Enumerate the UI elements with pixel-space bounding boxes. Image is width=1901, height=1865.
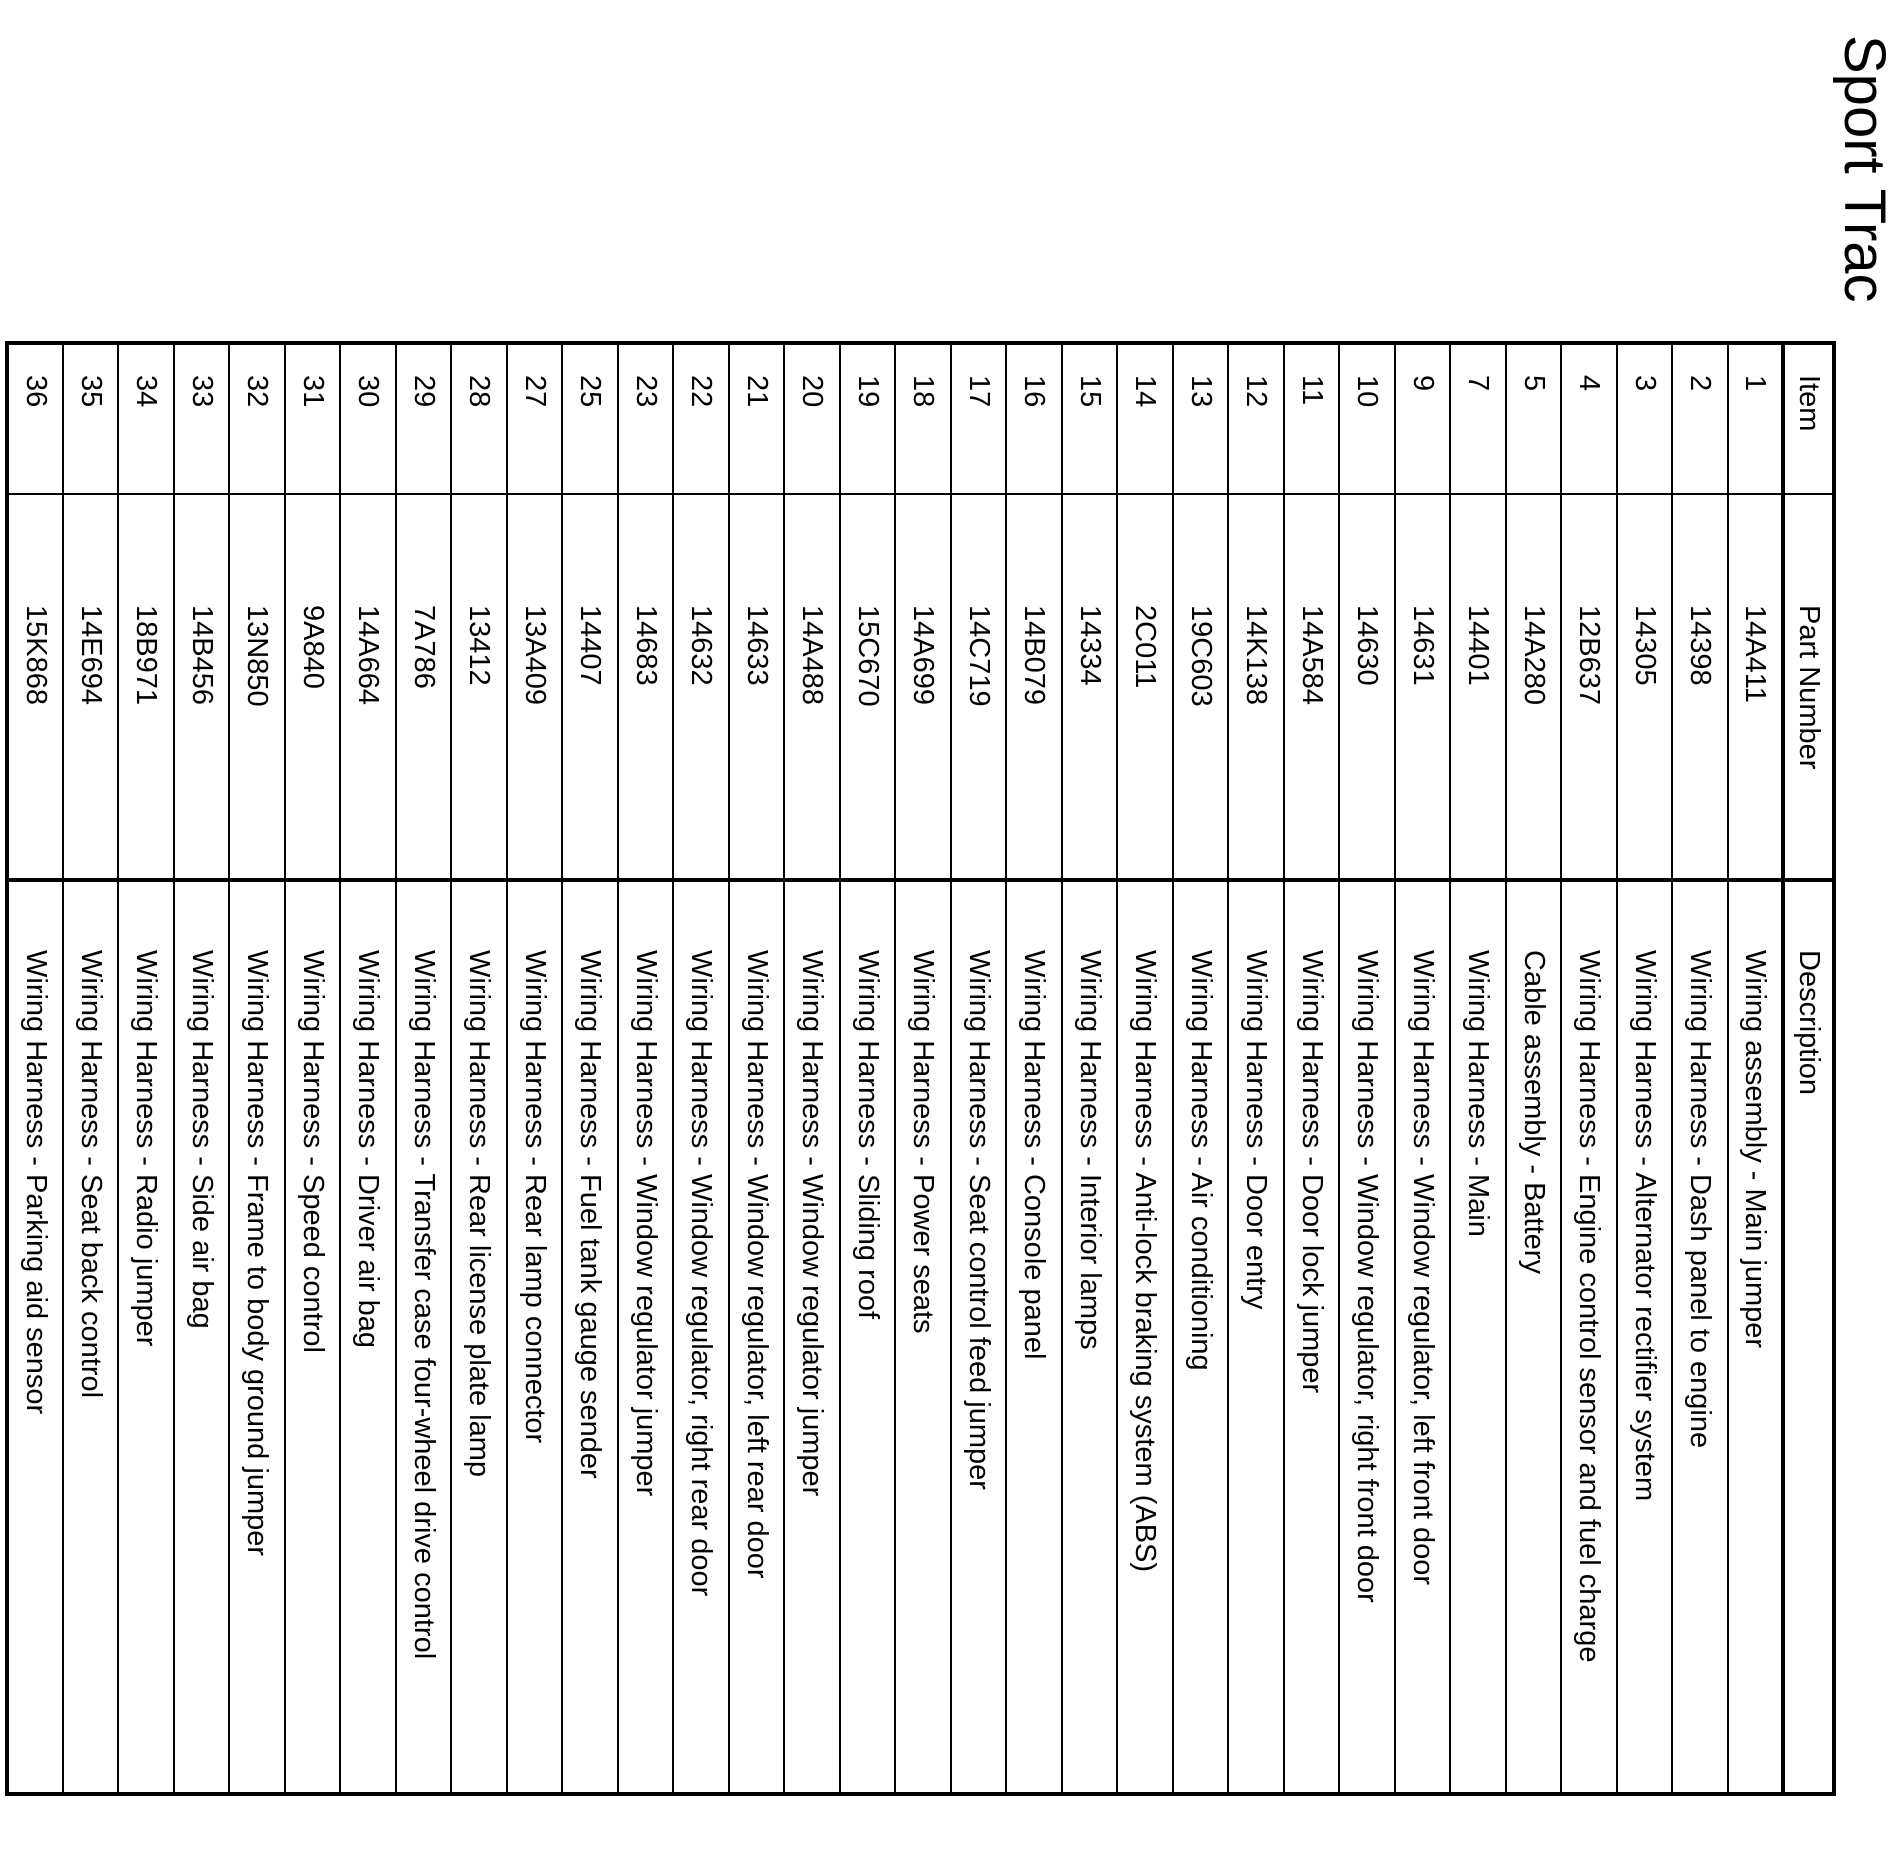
description-cell: Wiring Harness - Anti-lock braking system (ABS) xyxy=(1117,880,1173,1794)
item-cell: 17 xyxy=(951,343,1007,494)
table-row xyxy=(784,343,840,1794)
part-number-cell: 14A584 xyxy=(1284,494,1340,880)
part-number-cell: 14305 xyxy=(1617,494,1673,880)
description-cell: Wiring Harness - Window regulator jumper xyxy=(618,880,674,1794)
part-number-cell: 9A840 xyxy=(285,494,341,880)
part-number-cell: 14A488 xyxy=(784,494,840,880)
description-cell: Wiring assembly - Main jumper xyxy=(1728,880,1784,1794)
parts-table xyxy=(5,341,1836,1796)
description-cell: Wiring Harness - Radio jumper xyxy=(118,880,174,1794)
description-cell: Wiring Harness - Seat control feed jumper xyxy=(951,880,1007,1794)
table-row xyxy=(1450,343,1506,1794)
description-cell: Wiring Harness - Dash panel to engine xyxy=(1672,880,1728,1794)
description-cell: Wiring Harness - Main xyxy=(1450,880,1506,1794)
description-cell: Wiring Harness - Parking aid sensor xyxy=(7,880,63,1794)
description-cell: Wiring Harness - Power seats xyxy=(895,880,951,1794)
part-number-cell: 14A411 xyxy=(1728,494,1784,880)
item-cell: 12 xyxy=(1228,343,1284,494)
part-number-cell: 15K868 xyxy=(7,494,63,880)
item-cell: 21 xyxy=(729,343,785,494)
table-row xyxy=(618,343,674,1794)
description-cell: Cable assembly - Battery xyxy=(1506,880,1562,1794)
table-row xyxy=(507,343,563,1794)
table-row xyxy=(1672,343,1728,1794)
part-number-cell: 14334 xyxy=(1062,494,1118,880)
part-number-cell: 14K138 xyxy=(1228,494,1284,880)
table-row xyxy=(229,343,285,1794)
description-cell: Wiring Harness - Window regulator, right front door xyxy=(1339,880,1395,1794)
table-row xyxy=(1228,343,1284,1794)
item-cell: 19 xyxy=(840,343,896,494)
part-number-cell: 14407 xyxy=(562,494,618,880)
description-cell: Wiring Harness - Alternator rectifier system xyxy=(1617,880,1673,1794)
description-cell: Wiring Harness - Window regulator, left front door xyxy=(1395,880,1451,1794)
part-number-cell: 7A786 xyxy=(396,494,452,880)
item-cell: 3 xyxy=(1617,343,1673,494)
table-row xyxy=(285,343,341,1794)
description-cell: Wiring Harness - Sliding roof xyxy=(840,880,896,1794)
description-cell: Wiring Harness - Rear license plate lamp xyxy=(451,880,507,1794)
part-number-cell: 14401 xyxy=(1450,494,1506,880)
part-number-cell: 14E694 xyxy=(63,494,119,880)
item-cell: 15 xyxy=(1062,343,1118,494)
part-number-cell: 14683 xyxy=(618,494,674,880)
description-cell: Wiring Harness - Side air bag xyxy=(174,880,230,1794)
table-row xyxy=(1006,343,1062,1794)
part-number-cell: 14A699 xyxy=(895,494,951,880)
part-number-cell: 14631 xyxy=(1395,494,1451,880)
part-number-cell: 19C603 xyxy=(1173,494,1229,880)
table-row xyxy=(951,343,1007,1794)
item-cell: 35 xyxy=(63,343,119,494)
item-cell: 18 xyxy=(895,343,951,494)
table-row xyxy=(1395,343,1451,1794)
table-row xyxy=(1062,343,1118,1794)
part-number-cell: 12B637 xyxy=(1561,494,1617,880)
part-number-cell: 13N850 xyxy=(229,494,285,880)
table-row xyxy=(396,343,452,1794)
item-cell: 31 xyxy=(285,343,341,494)
item-cell: 34 xyxy=(118,343,174,494)
item-cell: 5 xyxy=(1506,343,1562,494)
item-cell: 1 xyxy=(1728,343,1784,494)
item-cell: 36 xyxy=(7,343,63,494)
part-number-cell: 14633 xyxy=(729,494,785,880)
table-row xyxy=(895,343,951,1794)
description-cell: Wiring Harness - Window regulator, left rear door xyxy=(729,880,785,1794)
table-row xyxy=(840,343,896,1794)
item-cell: 20 xyxy=(784,343,840,494)
column-header-item: Item xyxy=(1783,343,1834,494)
description-cell: Wiring Harness - Transfer case four-wheel drive control xyxy=(396,880,452,1794)
table-row xyxy=(451,343,507,1794)
item-cell: 2 xyxy=(1672,343,1728,494)
part-number-cell: 14C719 xyxy=(951,494,1007,880)
description-cell: Wiring Harness - Fuel tank gauge sender xyxy=(562,880,618,1794)
item-cell: 29 xyxy=(396,343,452,494)
table-row xyxy=(729,343,785,1794)
table-row xyxy=(673,343,729,1794)
column-header-description: Description xyxy=(1783,880,1834,1794)
item-cell: 16 xyxy=(1006,343,1062,494)
part-number-cell: 14B456 xyxy=(174,494,230,880)
part-number-cell: 14398 xyxy=(1672,494,1728,880)
description-cell: Wiring Harness - Window regulator, right rear door xyxy=(673,880,729,1794)
description-cell: Wiring Harness - Door entry xyxy=(1228,880,1284,1794)
table-row xyxy=(1506,343,1562,1794)
part-number-cell: 14630 xyxy=(1339,494,1395,880)
table-row xyxy=(118,343,174,1794)
item-cell: 33 xyxy=(174,343,230,494)
table-header-row xyxy=(1783,343,1834,1794)
description-cell: Wiring Harness - Engine control sensor and fuel charge xyxy=(1561,880,1617,1794)
description-cell: Wiring Harness - Rear lamp connector xyxy=(507,880,563,1794)
item-cell: 25 xyxy=(562,343,618,494)
description-cell: Wiring Harness - Door lock jumper xyxy=(1284,880,1340,1794)
item-cell: 10 xyxy=(1339,343,1395,494)
table-row xyxy=(1339,343,1395,1794)
item-cell: 28 xyxy=(451,343,507,494)
table-row xyxy=(1117,343,1173,1794)
item-cell: 11 xyxy=(1284,343,1340,494)
part-number-cell: 14632 xyxy=(673,494,729,880)
description-cell: Wiring Harness - Air conditioning xyxy=(1173,880,1229,1794)
description-cell: Wiring Harness - Window regulator jumper xyxy=(784,880,840,1794)
part-number-cell: 15C670 xyxy=(840,494,896,880)
item-cell: 30 xyxy=(340,343,396,494)
item-cell: 23 xyxy=(618,343,674,494)
table-row xyxy=(63,343,119,1794)
item-cell: 22 xyxy=(673,343,729,494)
item-cell: 27 xyxy=(507,343,563,494)
parts-table-body xyxy=(7,343,1783,1794)
table-row xyxy=(7,343,63,1794)
part-number-cell: 13412 xyxy=(451,494,507,880)
part-number-cell: 14A664 xyxy=(340,494,396,880)
item-cell: 7 xyxy=(1450,343,1506,494)
item-cell: 14 xyxy=(1117,343,1173,494)
part-number-cell: 14B079 xyxy=(1006,494,1062,880)
description-cell: Wiring Harness - Seat back control xyxy=(63,880,119,1794)
page-title: Sport Trac xyxy=(1832,35,1897,303)
description-cell: Wiring Harness - Console panel xyxy=(1006,880,1062,1794)
table-row xyxy=(1284,343,1340,1794)
description-cell: Wiring Harness - Speed control xyxy=(285,880,341,1794)
item-cell: 4 xyxy=(1561,343,1617,494)
item-cell: 9 xyxy=(1395,343,1451,494)
part-number-cell: 13A409 xyxy=(507,494,563,880)
table-row xyxy=(174,343,230,1794)
part-number-cell: 14A280 xyxy=(1506,494,1562,880)
table-row xyxy=(1617,343,1673,1794)
table-row xyxy=(1173,343,1229,1794)
description-cell: Wiring Harness - Driver air bag xyxy=(340,880,396,1794)
item-cell: 13 xyxy=(1173,343,1229,494)
part-number-cell: 2C011 xyxy=(1117,494,1173,880)
item-cell: 32 xyxy=(229,343,285,494)
table-row xyxy=(1728,343,1784,1794)
description-cell: Wiring Harness - Frame to body ground jumper xyxy=(229,880,285,1794)
table-row xyxy=(562,343,618,1794)
part-number-cell: 18B971 xyxy=(118,494,174,880)
table-row xyxy=(340,343,396,1794)
description-cell: Wiring Harness - Interior lamps xyxy=(1062,880,1118,1794)
table-row xyxy=(1561,343,1617,1794)
column-header-part-number: Part Number xyxy=(1783,494,1834,880)
